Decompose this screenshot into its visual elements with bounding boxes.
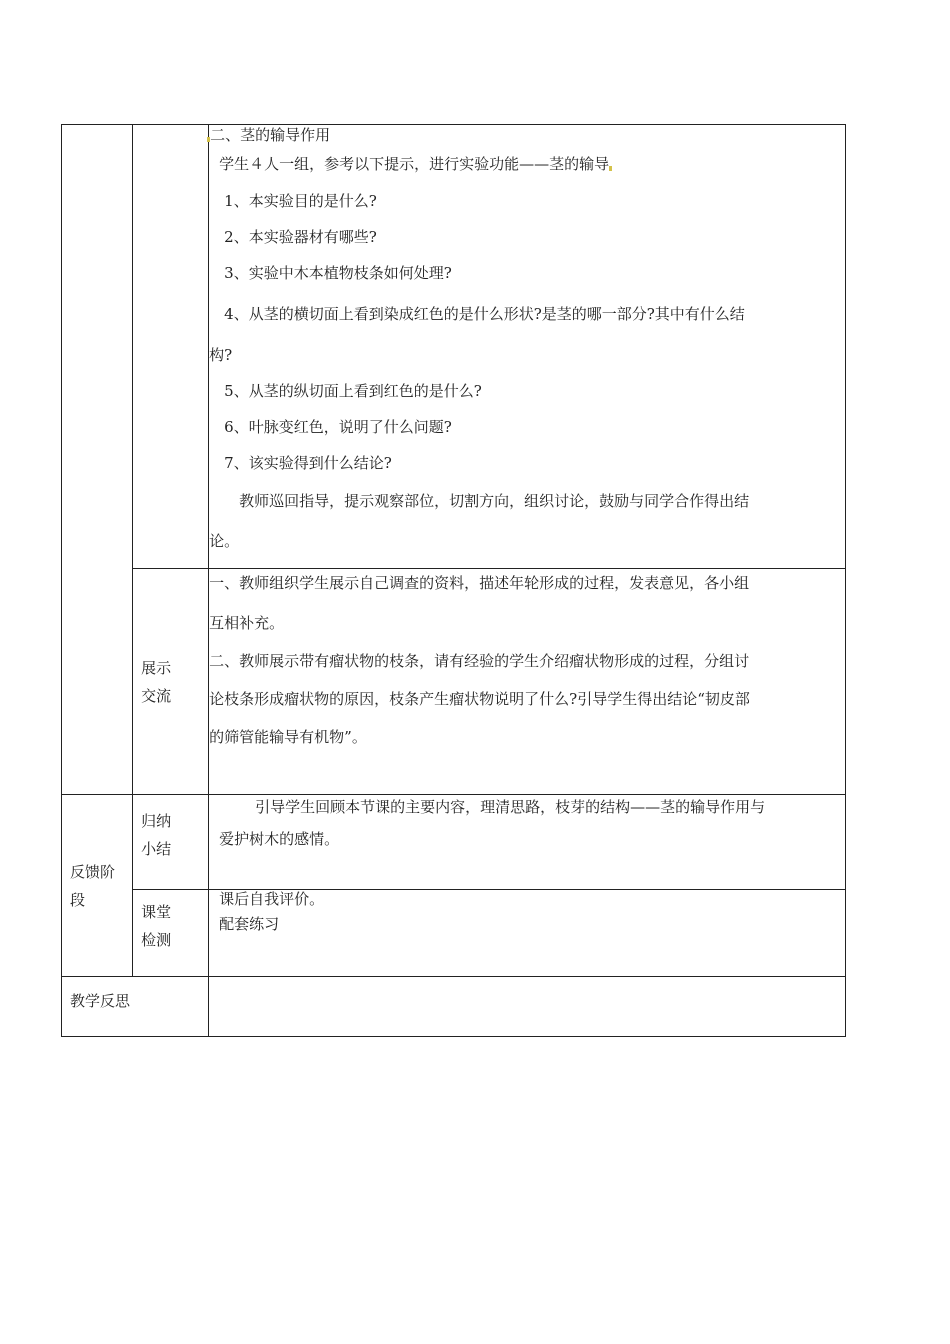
highlight-mark bbox=[609, 166, 612, 171]
teacher-guide-line2: 论。 bbox=[209, 532, 240, 550]
summary-label bbox=[133, 795, 208, 863]
show-line-4: 论枝条形成瘤状物的原因，枝条产生瘤状物说明了什么?引导学生得出结论“韧皮部 bbox=[209, 690, 750, 708]
feedback-stage-line2: 段 bbox=[70, 890, 86, 909]
summary-label-line1: 归纳 bbox=[141, 812, 172, 830]
reflection-label-cell bbox=[62, 977, 209, 1037]
label-cell-empty bbox=[133, 125, 209, 569]
summary-label-cell bbox=[133, 795, 209, 890]
show-label-cell bbox=[133, 569, 209, 795]
question-1: 1、本实验目的是什么? bbox=[224, 192, 377, 210]
show-line-3: 二、教师展示带有瘤状物的枝条，请有经验的学生介绍瘤状物形成的过程，分组讨 bbox=[209, 652, 750, 670]
summary-label-line2: 小结 bbox=[141, 840, 172, 858]
question-6: 6、叶脉变红色，说明了什么问题? bbox=[224, 418, 452, 436]
summary-line-2: 爱护树木的感情。 bbox=[219, 830, 340, 848]
show-line-1: 一、教师组织学生展示自己调查的资料，描述年轮形成的过程，发表意见，各小组 bbox=[209, 574, 750, 592]
show-label-line2: 交流 bbox=[141, 686, 172, 705]
feedback-stage-cell bbox=[62, 795, 133, 977]
experiment-row bbox=[62, 125, 846, 569]
check-line-1: 课后自我评价。 bbox=[219, 890, 325, 908]
check-line-2: 配套练习 bbox=[219, 915, 280, 933]
show-label bbox=[133, 654, 208, 710]
show-line-5: 的筛管能输导有机物”。 bbox=[209, 728, 367, 746]
check-label-cell bbox=[133, 890, 209, 977]
lesson-plan-table bbox=[61, 124, 846, 1037]
feedback-stage-line1: 反馈阶 bbox=[70, 862, 116, 881]
experiment-intro-line bbox=[219, 145, 845, 183]
show-content-cell bbox=[209, 569, 846, 795]
show-label-line1: 展示 bbox=[141, 658, 172, 677]
summary-content-cell bbox=[209, 795, 846, 890]
show-row bbox=[62, 569, 846, 795]
experiment-cell bbox=[209, 125, 846, 569]
check-row bbox=[62, 890, 846, 977]
question-5: 5、从茎的纵切面上看到红色的是什么? bbox=[224, 382, 482, 400]
summary-row bbox=[62, 795, 846, 890]
feedback-stage-label bbox=[62, 858, 132, 914]
check-label bbox=[133, 890, 208, 954]
question-4-cont: 构? bbox=[209, 346, 233, 364]
experiment-heading: 二、茎的输导作用 bbox=[210, 126, 331, 144]
show-line-2: 互相补充。 bbox=[209, 614, 285, 632]
stage-cell-empty bbox=[62, 125, 133, 795]
experiment-intro: 学生４人一组，参考以下提示，进行实验功能——茎的输导 bbox=[219, 155, 610, 173]
question-3: 3、实验中木本植物枝条如何处理? bbox=[224, 264, 452, 282]
check-label-line2: 检测 bbox=[141, 931, 172, 949]
reflection-label: 教学反思 bbox=[70, 992, 131, 1010]
summary-line-1: 引导学生回顾本节课的主要内容，理清思路，枝芽的结构——茎的输导作用与 bbox=[255, 798, 766, 816]
reflection-content-cell bbox=[209, 977, 846, 1037]
check-content-cell bbox=[209, 890, 846, 977]
question-2: 2、本实验器材有哪些? bbox=[224, 228, 377, 246]
check-label-line1: 课堂 bbox=[141, 903, 172, 921]
experiment-heading-line bbox=[207, 125, 845, 145]
question-7: 7、该实验得到什么结论? bbox=[224, 454, 392, 472]
reflection-row bbox=[62, 977, 846, 1037]
question-4: 4、从茎的横切面上看到染成红色的是什么形状?是茎的哪一部分?其中有什么结 bbox=[224, 305, 745, 323]
teacher-guide-line1: 教师巡回指导，提示观察部位，切割方向，组织讨论，鼓励与同学合作得出结 bbox=[239, 492, 750, 510]
